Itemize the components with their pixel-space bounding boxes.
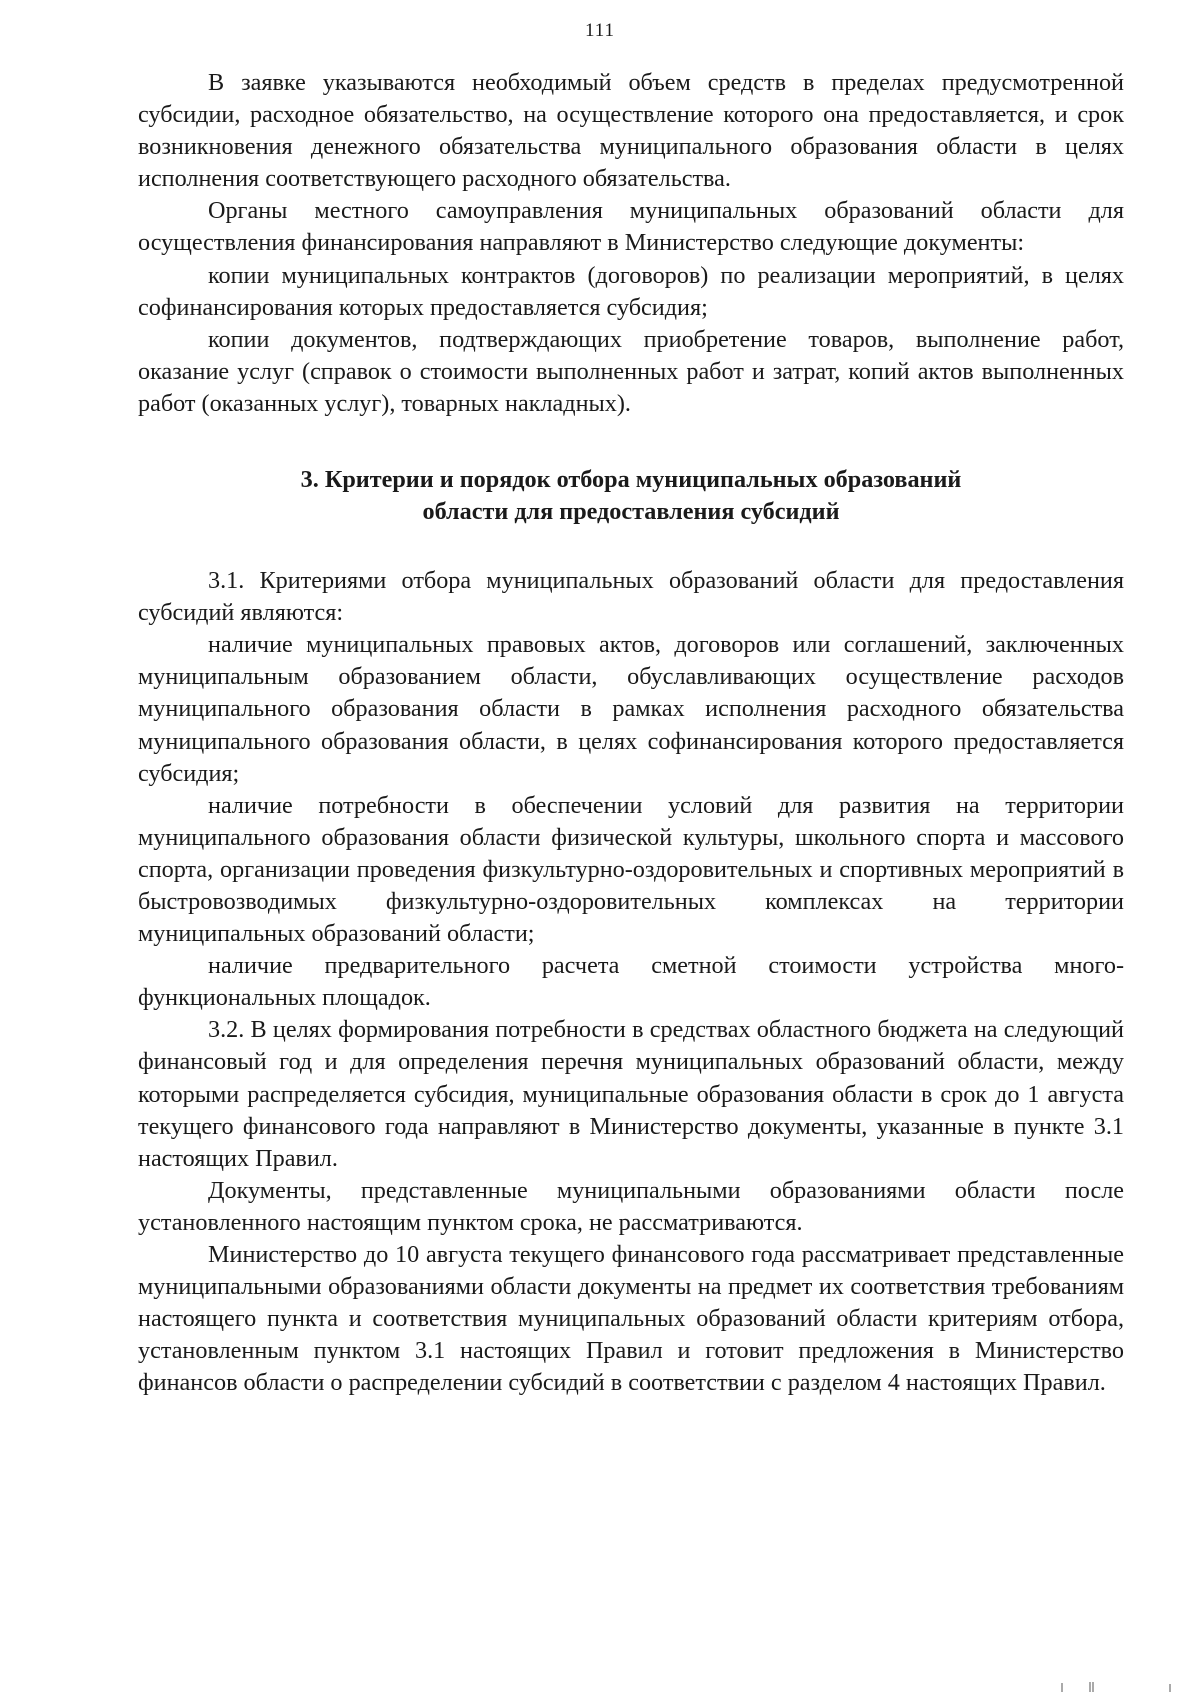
page-number: 111 bbox=[584, 20, 616, 41]
paragraph: копии документов, подтверждающих приобретение товаров, выполнение работ, оказание услуг (справок о стоимости выполненных работ и затрат, копий актов выполненных работ (оказанных услуг), товарных накладных). bbox=[138, 325, 1124, 417]
section-heading-line: 3. Критерии и порядок отбора муниципальных образований bbox=[300, 466, 962, 494]
paragraph: наличие муниципальных правовых актов, договоров или соглашений, заключенных муниципальным образованием области, обуславливающих осуществление расходов муниципального образования области в рамках исполнения расходного обязательства муниципального образования области, в целях софинансирования которого предоставляется субсидия; bbox=[138, 631, 1124, 787]
section-heading-line: области для предоставления субсидий bbox=[422, 498, 840, 526]
paragraph: В заявке указываются необходимый объем средств в пределах предусмотренной субсидии, расходное обязательство, на осуществление которого она предоставляется, и срок возникновения денежного обязательства муниципального образования области в целях исполнения соответствующего расходного обязательства. bbox=[138, 69, 1124, 193]
paragraph: наличие предварительного расчета сметной стоимости устройства многофункциональных площадок. bbox=[138, 952, 1124, 1012]
paragraph: Органы местного самоуправления муниципальных образований области для осуществления финансирования направляют в Министерство следующие документы: bbox=[138, 197, 1124, 257]
scan-edge-marks bbox=[1060, 1680, 1180, 1692]
paragraph: Министерство до 10 августа текущего финансового года рассматривает представленные муниципальными образованиями области документы на предмет их соответствия требованиям настоящего пункта и соответствия муниципальных образований области критериям отбора, установленным пунктом 3.1 настоящих Правил и готовит предложения в Министерство финансов области о распределении субсидий в соответствии с разделом 4 настоящих Правил. bbox=[138, 1241, 1124, 1397]
section-heading bbox=[138, 464, 1124, 528]
paragraph: Документы, представленные муниципальными образованиями области после установленного настоящим пунктом срока, не рассматриваются. bbox=[138, 1176, 1124, 1236]
paragraph: 3.1. Критериями отбора муниципальных образований области для предоставления субсидий являются: bbox=[138, 567, 1124, 627]
document-body bbox=[138, 67, 1124, 1399]
paragraph: наличие потребности в обеспечении условий для развития на территории муниципального образования области физической культуры, школьного спорта и массового спорта, организации проведения физкультурно-оздоровительных и спортивных мероприятий в быстровозводимых физкультурно-оздоровительных комплексах на территории муниципальных образований области; bbox=[138, 791, 1124, 948]
paragraph: 3.2. В целях формирования потребности в средствах областного бюджета на следующий финансовый год и для определения перечня муниципальных образований области, между которыми распределяется субсидия, муниципальные образования области в срок до 1 августа текущего финансового года направляют в Министерство документы, указанные в пункте 3.1 настоящих Правил. bbox=[138, 1016, 1124, 1172]
paragraph: копии муниципальных контрактов (договоров) по реализации мероприятий, в целях софинансирования которых предоставляется субсидия; bbox=[138, 261, 1124, 321]
